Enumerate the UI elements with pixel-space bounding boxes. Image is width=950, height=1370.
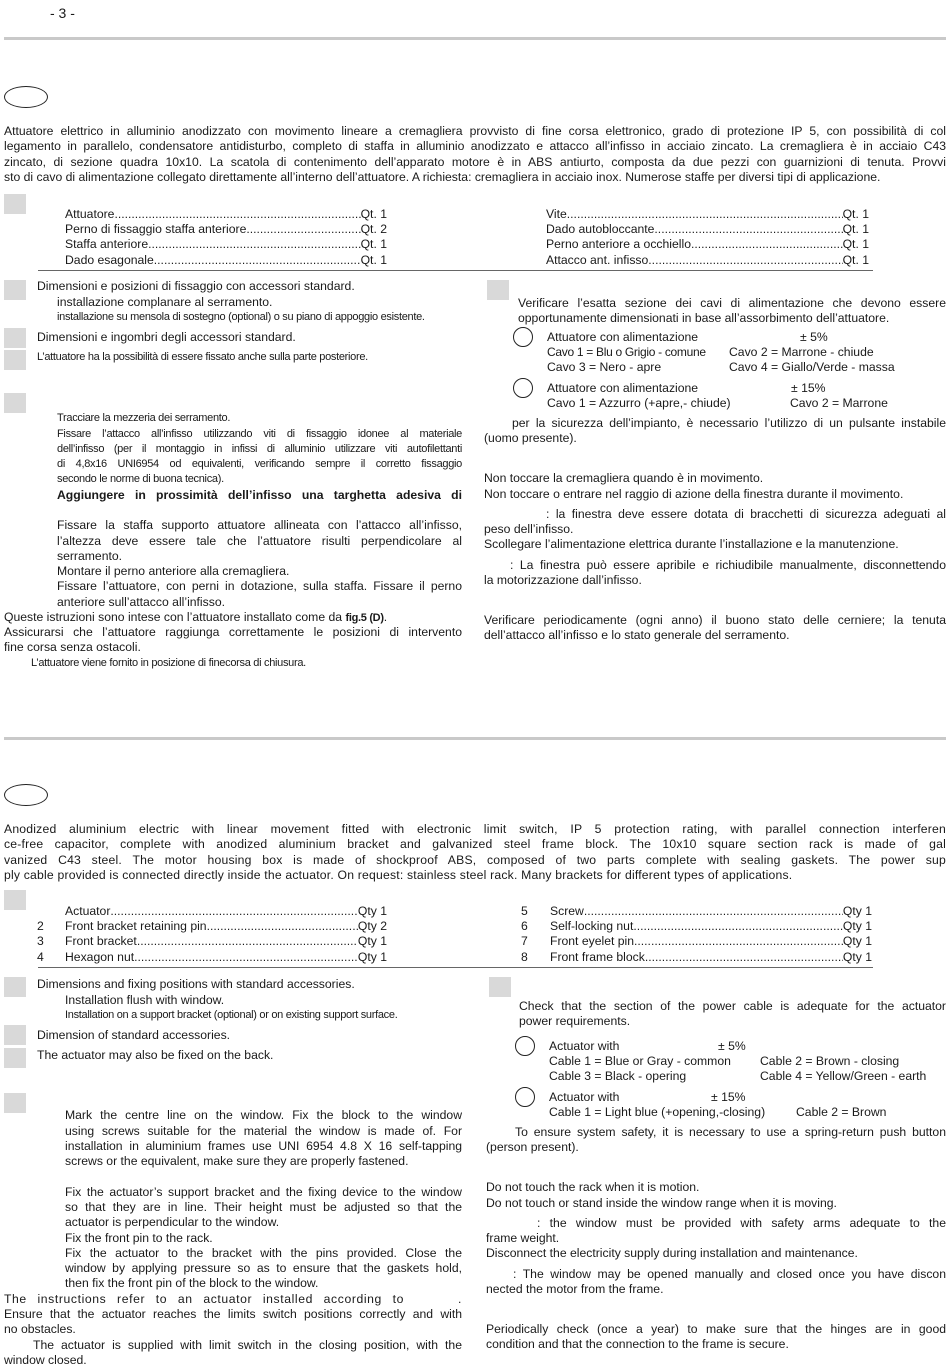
list-item: Attuatore ..... Qt. 1	[65, 207, 387, 222]
list-item: Hexagon nut ..... Qty 1	[65, 950, 387, 965]
it-install-bold: Aggiungere in prossimità dell’infisso una targhetta adesiva di	[57, 488, 462, 502]
it-note1: Queste istruzioni sono intese con l’attuatore installato come da fig.5 (D).	[4, 610, 388, 624]
en-warn-manual: : The window may be opened manually and closed once you have discon	[513, 1267, 946, 1281]
en-note2: Ensure that the actuator reaches the limits switch positions correctly and with	[4, 1307, 462, 1321]
section-rule	[4, 737, 946, 740]
en-warn-arms: : the window must be provided with safety arms adequate to the	[537, 1216, 946, 1230]
language-flag-en	[4, 784, 48, 806]
en-intro: Anodized aluminium electric with linear movement fitted with electronic limit switch, IP 5 protection rating, with parallel connection interferen ce-free capacitor, complete with anodized aluminium bracket and galvanized steel frame block. The 10x10 square section rack is made of gal vanized C43 steel. The motor housing box is made of shockproof ABS, composed of two parts complete with sealing gaskets. The power sup ply cable provided is connected directly inside the actuator. On request: stainless steel rack. Many brackets for different types of applications.	[4, 822, 946, 882]
list-item: Perno di fissaggio staffa anteriore ..... Qt. 2	[65, 222, 387, 237]
it-warn-power: Scollegare l’alimentazione elettrica durante l’installazione e la manutenzione.	[484, 537, 899, 551]
it-note3: L’attuatore viene fornito in posizione di finecorsa di chiusura.	[31, 657, 306, 669]
it-parts-marker	[4, 194, 26, 214]
section-marker	[4, 1048, 26, 1068]
list-item: Dado esagonale ..... Qt. 1	[65, 253, 387, 268]
en-supply1-title: Actuator with	[549, 1039, 620, 1053]
list-item: Front eyelet pin ..... Qty 1	[550, 934, 872, 949]
supply-icon	[513, 327, 533, 347]
en-dim1-sub1: Installation flush with window.	[65, 993, 225, 1007]
en-dim1: Dimensions and fixing positions with standard accessories.	[37, 977, 355, 991]
list-item: Front bracket ..... Qty 1	[65, 934, 387, 949]
supply-icon	[515, 1036, 535, 1056]
supply-icon	[513, 378, 533, 398]
en-warn-power: Disconnect the electricity supply during installation and maintenance.	[486, 1246, 858, 1260]
en-dim1-sub2: Installation on a support bracket (optional) or on existing support surface.	[65, 1009, 398, 1021]
it-warn-range: Non toccare o entrare nel raggio di azione della finestra durante il movimento.	[484, 487, 904, 501]
page-number: - 3 -	[50, 5, 75, 21]
it-intro: Attuatore elettrico in alluminio anodizzato con movimento lineare a cremagliera provvisto di fine corsa elettronico, grado di protezione IP 5, con possibilità di col legamento in parallelo, condensatore antidisturbo, completo di staffa in alluminio anodizzato e attacco all’infisso in acciaio zincato. La cremagliera è in acciaio C43 zincato, di sezione quadra 10x10. La scatola di contenimento dell’apparato motore è in ABS antiurto, composta da due pezzi con guarnizioni di tenuta. Provvi sto di cavo di alimentazione collegato direttamente all’interno dell’attuatore. A richiesta: cremagliera in acciaio inox. Numerose staffe per diversi tipi di applicazione.	[4, 124, 946, 184]
it-supply2-title: Attuatore con alimentazione	[547, 381, 699, 395]
list-item: Front bracket retaining pin ..... Qty 2	[65, 919, 387, 934]
en-supply2-title: Actuator with	[549, 1090, 620, 1104]
en-right-check: Check that the section of the power cable is adequate for the actuator	[519, 999, 946, 1013]
list-item: Staffa anteriore ..... Qt. 1	[65, 237, 387, 252]
section-marker	[487, 280, 509, 300]
list-item: Actuator ..... Qty 1	[65, 904, 387, 919]
list-item: Attacco ant. infisso ..... Qt. 1	[546, 253, 869, 268]
list-item: Screw ..... Qty 1	[550, 904, 872, 919]
list-item: Dado autobloccante ..... Qt. 1	[546, 222, 869, 237]
section-marker	[4, 328, 26, 348]
en-note3: The actuator is supplied with limit switch in the closing position, with the	[33, 1338, 462, 1352]
section-marker	[489, 977, 511, 997]
list-item: Self-locking nut ..... Qty 1	[550, 919, 872, 934]
section-marker	[4, 1093, 26, 1113]
section-marker	[4, 280, 26, 300]
list-item: Vite ..... Qt. 1	[546, 207, 869, 222]
top-rule	[4, 37, 946, 40]
section-marker	[4, 393, 26, 413]
en-warn-range: Do not touch or stand inside the window range when it is moving.	[486, 1196, 837, 1210]
it-right-check: Verificare l’esatta sezione dei cavi di alimentazione che devono essere	[518, 296, 946, 310]
en-note1: The instructions refer to an actuator installed according to	[4, 1292, 404, 1306]
it-dim2: Dimensioni e ingombri degli accessori standard.	[37, 330, 296, 344]
list-item: Perno anteriore a occhiello ..... Qt. 1	[546, 237, 869, 252]
list-item: Front frame block ..... Qty 1	[550, 950, 872, 965]
it-dim1-sub1: installazione complanare al serramento.	[57, 295, 273, 309]
parts-divider	[38, 270, 873, 271]
en-safety: To ensure system safety, it is necessary to use a spring-return push button	[515, 1125, 946, 1139]
it-warn-manual: : La finestra può essere apribile e richiudibile manualmente, disconnettendo	[510, 558, 946, 572]
it-warn-rack: Non toccare la cremagliera quando è in movimento.	[484, 471, 764, 485]
it-note2: Assicurarsi che l’attuatore raggiunga correttamente le posizioni di intervento	[4, 625, 462, 639]
language-flag-it	[4, 86, 48, 108]
en-warn-rack: Do not touch the rack when it is motion.	[486, 1180, 700, 1194]
it-dim3: L’attuatore ha la possibilità di essere fissato anche sulla parte posteriore.	[37, 351, 368, 363]
it-maintenance: Verificare periodicamente (ogni anno) il buono stato delle cerniere; la tenuta	[484, 613, 946, 627]
section-marker	[4, 977, 26, 997]
parts-divider	[38, 967, 873, 968]
section-marker	[4, 350, 26, 370]
en-parts-marker	[4, 890, 26, 910]
en-maintenance: Periodically check (once a year) to make sure that the hinges are in good	[486, 1322, 946, 1336]
it-supply1-title: Attuatore con alimentazione	[547, 330, 699, 344]
it-warn-arms: : la finestra deve essere dotata di bracchetti di sicurezza adeguati al	[546, 507, 946, 521]
it-safety: per la sicurezza dell’impianto, è necessario l’utilizzo di un pulsante instabile	[512, 416, 946, 430]
en-dim3: The actuator may also be fixed on the back.	[37, 1048, 274, 1062]
section-marker	[4, 1025, 26, 1045]
en-dim2: Dimension of standard accessories.	[37, 1028, 231, 1042]
it-dim1-sub2: installazione su mensola di sostegno (optional) o su piano di appoggio esistente.	[57, 311, 425, 323]
supply-icon	[515, 1087, 535, 1107]
it-dim1: Dimensioni e posizioni di fissaggio con accessori standard.	[37, 279, 355, 293]
